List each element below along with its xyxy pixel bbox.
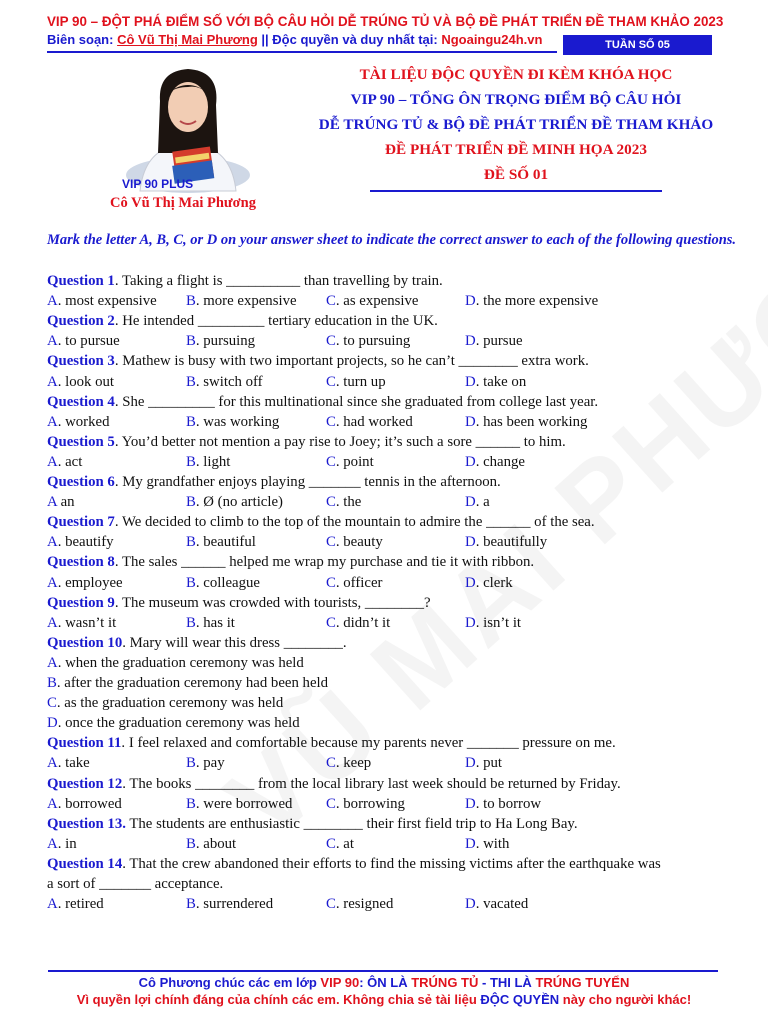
option-letter: B	[186, 373, 196, 390]
question-label: Question 6	[47, 474, 115, 490]
answer-option[interactable]	[465, 613, 521, 633]
answer-option[interactable]	[47, 613, 116, 633]
answer-option[interactable]	[465, 573, 513, 593]
option-letter: B	[186, 293, 196, 310]
option-text: . vacated	[475, 896, 529, 913]
question-label: Question 5	[47, 433, 115, 450]
option-letter: A	[47, 755, 58, 772]
answer-option[interactable]	[326, 452, 374, 472]
question-text: . He intended _________ tertiary education in the UK.	[114, 313, 438, 330]
option-text: . turn up	[335, 373, 386, 390]
option-letter: B	[186, 614, 196, 631]
answer-option[interactable]	[326, 753, 371, 773]
title-line-1: TÀI LIỆU ĐỘC QUYỀN ĐI KÈM KHÓA HỌC	[359, 66, 673, 83]
answer-option[interactable]	[326, 492, 361, 512]
option-text: . beautifully	[475, 534, 548, 551]
option-letter: D	[465, 795, 476, 812]
option-text: . Ø (no article)	[195, 494, 283, 511]
title-line-3: DỄ TRÚNG TỦ & BỘ ĐỀ PHÁT TRIỂN ĐỀ THAM KHẢO	[318, 116, 714, 133]
answer-option[interactable]	[47, 653, 304, 673]
answer-option[interactable]	[326, 412, 413, 432]
answer-option[interactable]	[186, 532, 256, 552]
option-text: . wasn’t it	[57, 614, 117, 631]
option-text: . pay	[195, 755, 225, 772]
question-stem	[47, 552, 534, 572]
answer-option[interactable]	[47, 573, 123, 593]
option-text: . colleague	[195, 574, 260, 591]
question-label: Question 7	[47, 514, 115, 531]
question-text: . That the crew abandoned their efforts to find the missing victims after the earthquake was	[122, 855, 661, 872]
question-text: . The sales ______ helped me wrap my purchase and tie it with ribbon.	[114, 554, 535, 571]
option-letter: A	[47, 413, 58, 430]
question-label: Question 8	[47, 554, 115, 571]
answer-option[interactable]	[465, 492, 490, 512]
answer-option[interactable]	[186, 372, 263, 392]
option-letter: D	[465, 614, 476, 631]
exclusive-label: || Độc quyền và duy nhất tại:	[257, 32, 442, 47]
question-text: . I feel relaxed and comfortable because my parents never _______ pressure on me.	[121, 735, 616, 752]
title-line-2: VIP 90 – TỔNG ÔN TRỌNG ĐIỂM BỘ CÂU HỎI	[350, 91, 682, 108]
question-stem	[47, 512, 595, 532]
option-text: . point	[335, 453, 374, 470]
answer-option[interactable]	[47, 834, 77, 854]
question-stem	[47, 392, 598, 412]
answer-option[interactable]	[465, 291, 598, 311]
answer-option[interactable]	[186, 291, 297, 311]
answer-option[interactable]	[47, 331, 120, 351]
option-text: . beautify	[57, 534, 114, 551]
website-link[interactable]: Ngoaingu24h.vn	[441, 32, 543, 47]
option-text: . borrowed	[57, 795, 122, 812]
option-letter: C	[326, 373, 336, 390]
option-letter: B	[186, 494, 196, 511]
option-letter: B	[186, 896, 196, 913]
footer-text: Cô Phương chúc các em lớp	[138, 975, 321, 990]
question-stem	[47, 733, 616, 753]
question-stem	[47, 814, 578, 834]
answer-option[interactable]	[465, 452, 525, 472]
option-text: . act	[57, 453, 83, 470]
option-letter: D	[465, 293, 476, 310]
document-titles	[292, 62, 740, 187]
option-letter: B	[186, 835, 196, 852]
option-text: . has been working	[475, 413, 588, 430]
header-divider	[47, 51, 557, 53]
option-letter: D	[465, 413, 476, 430]
option-text: . to pursue	[57, 333, 120, 350]
option-text: . borrowing	[335, 795, 405, 812]
option-text: . had worked	[335, 413, 413, 430]
option-letter: D	[465, 453, 476, 470]
answer-option[interactable]	[465, 794, 541, 814]
option-text: . employee	[57, 574, 123, 591]
option-letter: C	[326, 534, 336, 551]
option-text: . has it	[195, 614, 235, 631]
answer-option[interactable]	[186, 894, 273, 914]
answer-option[interactable]	[186, 492, 283, 512]
question-text-continued: a sort of _______ acceptance.	[47, 876, 224, 892]
option-text: . retired	[57, 896, 104, 913]
question-label: Question 10	[47, 634, 123, 651]
option-letter: D	[465, 333, 476, 350]
option-letter: C	[326, 574, 336, 591]
question-stem	[47, 774, 621, 794]
title-line-4: ĐỀ PHÁT TRIỂN ĐỀ MINH HỌA 2023	[385, 141, 647, 158]
answer-option[interactable]	[326, 372, 386, 392]
answer-option[interactable]	[186, 613, 235, 633]
option-text: . pursuing	[195, 333, 256, 350]
question-stem	[47, 593, 431, 613]
option-text: . most expensive	[57, 293, 157, 310]
answer-option[interactable]	[186, 452, 230, 472]
footer-divider	[48, 970, 718, 972]
answer-option[interactable]	[47, 894, 104, 914]
answer-option[interactable]	[47, 673, 328, 693]
option-text: . pursue	[475, 333, 523, 350]
answer-option[interactable]	[465, 894, 528, 914]
question-text: . Mary will wear this dress ________.	[122, 634, 347, 651]
teacher-name: Cô Vũ Thị Mai Phương	[110, 195, 256, 211]
option-text: . didn’t it	[335, 614, 391, 631]
option-letter: D	[465, 534, 476, 551]
option-letter: B	[47, 675, 57, 691]
option-letter: C	[326, 755, 336, 772]
question-text: . Mathew is busy with two important projects, so he can’t ________ extra work.	[114, 353, 589, 370]
option-text: . was working	[195, 413, 280, 430]
option-text: . about	[195, 835, 237, 852]
option-text: . light	[195, 453, 231, 470]
question-stem	[47, 472, 501, 492]
week-badge: TUẦN SỐ 05	[563, 35, 712, 55]
option-text: . look out	[57, 373, 114, 390]
question-label: Question 3	[47, 353, 115, 370]
option-letter: C	[326, 835, 336, 852]
option-text: . were borrowed	[195, 795, 293, 812]
option-text: . to pursuing	[335, 333, 411, 350]
answer-option[interactable]	[47, 532, 114, 552]
option-letter: A	[47, 896, 58, 913]
option-text: . at	[335, 835, 354, 852]
option-letter: A	[47, 534, 58, 551]
instructions: Mark the letter A, B, C, or D on your answer sheet to indicate the correct answer to each of the following questions.	[47, 232, 737, 248]
option-letter: C	[326, 333, 336, 350]
answer-option[interactable]	[465, 372, 526, 392]
question-stem	[47, 311, 438, 331]
footer-highlight: TRÚNG TỦ	[411, 975, 479, 990]
option-letter: A	[47, 574, 58, 591]
option-text: . beauty	[335, 534, 383, 551]
option-text: . take	[57, 755, 90, 772]
answer-option[interactable]	[186, 331, 255, 351]
answer-option[interactable]	[47, 794, 122, 814]
answer-option[interactable]	[465, 412, 587, 432]
option-letter: C	[326, 413, 336, 430]
answer-option[interactable]	[47, 291, 157, 311]
option-text: . as expensive	[335, 293, 419, 310]
compiled-by-label: Biên soạn:	[47, 32, 118, 47]
question-stem	[47, 633, 347, 653]
option-text: . the	[335, 494, 362, 511]
answer-option[interactable]	[326, 613, 390, 633]
answer-option[interactable]	[326, 573, 382, 593]
option-text: . officer	[335, 574, 383, 591]
answer-option[interactable]	[465, 753, 502, 773]
question-label: Question 11	[47, 735, 122, 752]
question-text: . She _________ for this multinational since she graduated from college last year.	[114, 393, 599, 410]
question-text: . The books ________ from the local library last week should be returned by Friday.	[122, 775, 621, 792]
question-text: . My grandfather enjoys playing _______ tennis in the afternoon.	[114, 474, 501, 490]
option-letter: D	[465, 835, 476, 852]
answer-option[interactable]	[47, 713, 300, 733]
option-text: . after the graduation ceremony had been held	[56, 675, 329, 691]
header-title: VIP 90 – ĐỘT PHÁ ĐIỂM SỐ VỚI BỘ CÂU HỎI DỄ TRÚNG TỦ VÀ BỘ ĐỀ PHÁT TRIỂN ĐỀ THAM KHẢO 2023	[47, 14, 724, 29]
footer-highlight: VIP 90	[320, 975, 360, 990]
answer-option[interactable]	[186, 834, 236, 854]
footer-line-2	[0, 992, 768, 1007]
answer-option[interactable]	[326, 331, 410, 351]
option-text: . resigned	[335, 896, 394, 913]
question-label: Question 12	[47, 775, 123, 792]
option-text: . keep	[335, 755, 372, 772]
answer-option[interactable]	[186, 794, 292, 814]
title-underline	[370, 190, 662, 192]
answer-option[interactable]	[326, 894, 393, 914]
title-line-5: ĐỀ SỐ 01	[483, 166, 549, 183]
option-text: . to borrow	[475, 795, 542, 812]
footer-text: : ÔN LÀ	[359, 975, 412, 990]
option-letter: C	[326, 795, 336, 812]
option-text: . change	[475, 453, 525, 470]
option-letter: B	[186, 795, 196, 812]
question-label: Question 2	[47, 313, 115, 330]
answer-option[interactable]	[47, 372, 114, 392]
option-letter: A	[47, 835, 58, 852]
option-letter: B	[186, 333, 196, 350]
option-text: . switch off	[195, 373, 263, 390]
option-text: . clerk	[475, 574, 513, 591]
answer-option[interactable]	[326, 532, 383, 552]
option-letter: D	[47, 715, 58, 732]
option-text: . the more expensive	[475, 293, 599, 310]
answer-option[interactable]	[186, 753, 225, 773]
question-label: Question 1	[47, 273, 115, 289]
option-text: . beautiful	[195, 534, 256, 551]
option-text: . take on	[475, 373, 527, 390]
answer-option[interactable]	[465, 834, 509, 854]
option-text: . isn’t it	[475, 614, 522, 631]
option-text: an	[56, 494, 75, 511]
option-letter: C	[326, 896, 336, 913]
question-text: . Taking a flight is __________ than travelling by train.	[114, 273, 443, 289]
question-label: Question 13.	[47, 815, 126, 832]
question-stem	[47, 271, 443, 291]
footer-highlight: ĐỘC QUYỀN	[480, 992, 560, 1007]
header-credits	[47, 32, 542, 47]
option-letter: C	[326, 293, 336, 310]
option-letter: D	[465, 574, 476, 591]
answer-option[interactable]	[326, 794, 405, 814]
footer-text: Vì quyền lợi chính đáng của chính các em. Không chia sẻ tài liệu	[76, 992, 481, 1007]
option-letter: B	[186, 574, 196, 591]
option-letter: A	[47, 494, 57, 511]
option-letter: B	[186, 755, 196, 772]
option-text: . worked	[57, 413, 110, 430]
answer-option[interactable]	[465, 331, 523, 351]
answer-option[interactable]	[47, 753, 90, 773]
option-text: . once the graduation ceremony was held	[57, 715, 300, 732]
photo-badge: VIP 90 PLUS	[122, 177, 194, 191]
option-letter: D	[465, 373, 476, 390]
header-author-link[interactable]: Cô Vũ Thị Mai Phương	[117, 32, 258, 47]
question-stem	[47, 854, 661, 874]
teacher-photo	[118, 63, 258, 193]
option-text: . when the graduation ceremony was held	[57, 654, 304, 671]
option-letter: A	[47, 453, 58, 470]
question-label: Question 4	[47, 393, 115, 410]
question-label: Question 14	[47, 855, 123, 872]
option-letter: D	[465, 494, 476, 511]
question-stem	[47, 432, 566, 452]
option-letter: C	[326, 614, 336, 631]
option-text: . with	[475, 835, 510, 852]
option-text: . more expensive	[195, 293, 297, 310]
option-letter: A	[47, 795, 58, 812]
footer-text: - THI LÀ	[478, 975, 536, 990]
option-letter: D	[465, 896, 476, 913]
option-letter: A	[47, 654, 58, 671]
option-text: . in	[57, 835, 77, 852]
footer-text: này cho người khác!	[559, 992, 692, 1007]
answer-option[interactable]	[47, 412, 109, 432]
answer-option[interactable]	[186, 573, 260, 593]
question-label: Question 9	[47, 594, 115, 611]
option-letter: A	[47, 614, 58, 631]
option-letter: C	[47, 695, 57, 712]
question-text: The students are enthusiastic ________ their first field trip to Ha Long Bay.	[125, 815, 578, 832]
option-text: . surrendered	[195, 896, 274, 913]
answer-option[interactable]	[186, 412, 279, 432]
footer-line-1	[0, 975, 768, 990]
option-letter: B	[186, 534, 196, 551]
option-letter: A	[47, 373, 58, 390]
option-text: . put	[475, 755, 502, 772]
answer-option[interactable]	[47, 693, 283, 713]
option-text: . a	[475, 494, 490, 511]
option-letter: C	[326, 494, 336, 511]
option-letter: C	[326, 453, 336, 470]
option-letter: B	[186, 413, 196, 430]
option-text: . as the graduation ceremony was held	[56, 695, 284, 712]
question-stem	[47, 351, 589, 371]
option-letter: A	[47, 293, 58, 310]
answer-option[interactable]	[47, 492, 75, 512]
answer-option[interactable]	[326, 834, 354, 854]
option-letter: B	[186, 453, 196, 470]
option-letter: D	[465, 755, 476, 772]
question-text: . We decided to climb to the top of the mountain to admire the ______ of the sea.	[114, 514, 595, 531]
question-text: . The museum was crowded with tourists, ________?	[114, 594, 431, 611]
question-text: . You’d better not mention a pay rise to Joey; it’s such a sore ______ to him.	[114, 433, 566, 450]
footer-highlight: TRÚNG TUYỂN	[535, 975, 630, 990]
answer-option[interactable]	[47, 452, 82, 472]
answer-option[interactable]	[326, 291, 418, 311]
answer-option[interactable]	[465, 532, 547, 552]
option-letter: A	[47, 333, 58, 350]
